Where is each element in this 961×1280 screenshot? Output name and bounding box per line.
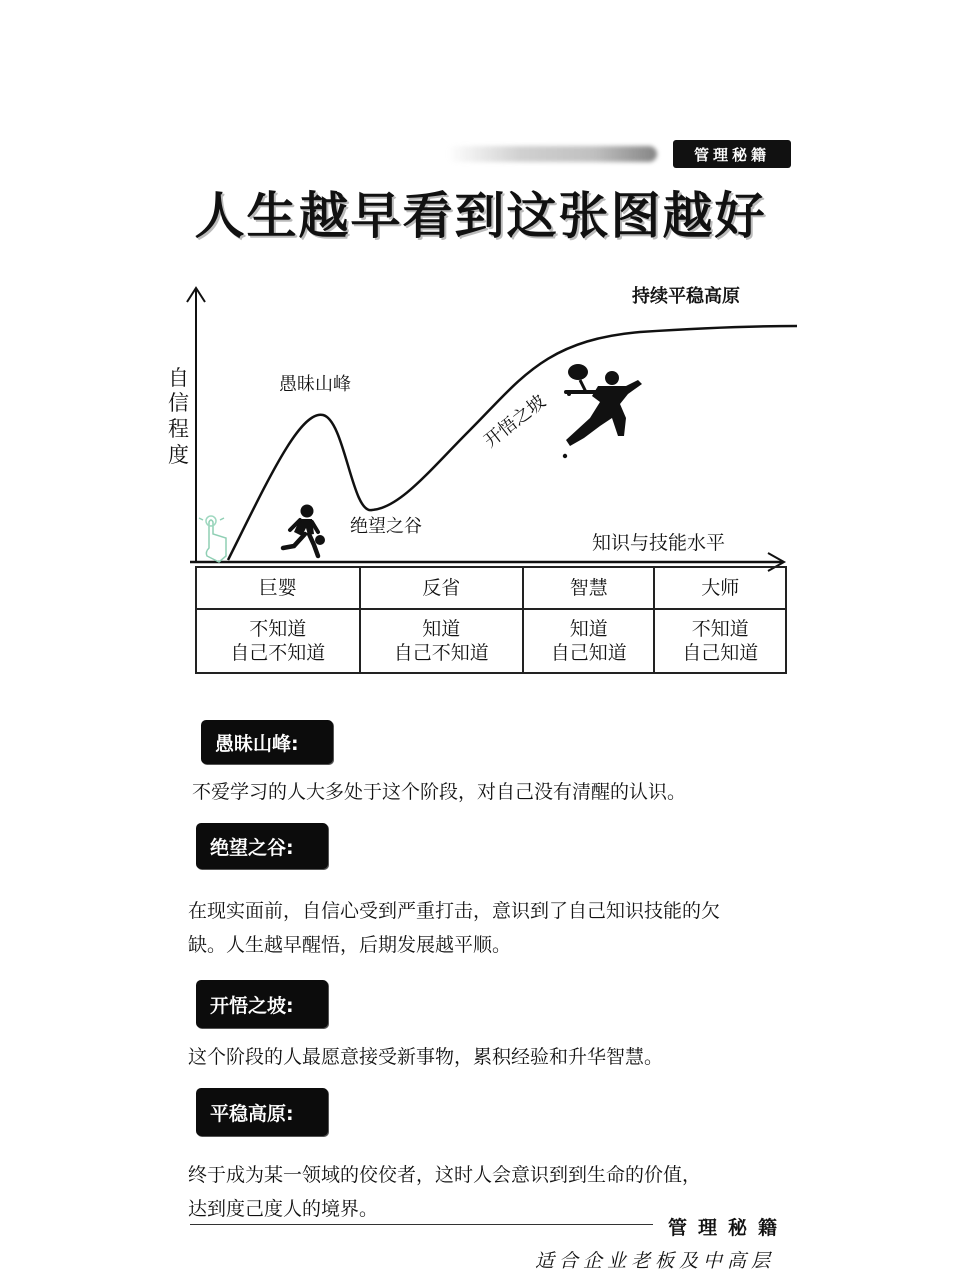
stage-name: 反省: [360, 567, 524, 609]
stage-description: [196, 609, 360, 673]
y-axis-label-char: 度: [168, 443, 189, 467]
footer-brand: 管理秘籍: [668, 1217, 789, 1239]
section-tag-slope: 开悟之坡:: [196, 980, 328, 1028]
y-axis-label-char: 信: [168, 391, 189, 415]
stage-line: 不知道: [249, 618, 307, 640]
section-tag-plateau: 平稳高原:: [196, 1088, 328, 1136]
stage-line: 自己知道: [550, 642, 627, 664]
stage-name: 大师: [654, 567, 786, 609]
stage-description: [360, 609, 524, 673]
section-text-valley: [188, 894, 908, 962]
label-slope: 开悟之坡: [480, 391, 550, 452]
stage-description-row: [196, 609, 786, 673]
stage-line: 自己不知道: [230, 642, 326, 664]
footer-subtitle: 适合企业老板及中高层: [535, 1250, 776, 1272]
y-axis-label-char: 程: [168, 417, 189, 441]
stage-line: 知道: [422, 618, 461, 640]
section-text-line: 不爱学习的人大多处于这个阶段，对自己没有清醒的认识。: [192, 781, 687, 803]
page-title: 人生越早看到这张图越好: [194, 187, 767, 245]
label-plateau: 持续平稳高原: [632, 286, 740, 307]
section-text-line: 达到度己度人的境界。: [188, 1198, 379, 1220]
section-text-line: 缺。人生越早醒悟，后期发展越平顺。: [188, 934, 512, 956]
section-text-line: 这个阶段的人最愿意接受新事物，累积经验和升华智慧。: [188, 1046, 664, 1068]
section-text-line: 在现实面前，自信心受到严重打击，意识到了自己知识技能的欠: [188, 900, 721, 922]
stage-line: 知道: [569, 618, 608, 640]
section-text-slope: [188, 1040, 908, 1074]
label-valley: 绝望之谷: [350, 516, 422, 537]
label-peak: 愚昧山峰: [279, 374, 351, 395]
y-axis-label-char: 自: [168, 366, 189, 390]
running-person-icon: [283, 505, 325, 557]
jumping-person-icon: [563, 364, 642, 458]
section-text-line: 终于成为某一领域的佼佼者，这时人会意识到到生命的价值，: [188, 1164, 702, 1186]
stage-line: 自己不知道: [393, 642, 489, 664]
brand-badge: 管理秘籍: [673, 140, 791, 168]
stage-line: 不知道: [691, 618, 749, 640]
section-tag-peak: 愚昧山峰:: [201, 720, 333, 764]
section-tag-valley: 绝望之谷:: [196, 823, 328, 869]
hand-pointer-icon: [199, 516, 226, 562]
stage-header-row: [196, 567, 786, 609]
y-axis-label: [168, 366, 189, 467]
stage-line: 自己知道: [682, 642, 759, 664]
stage-name: 巨婴: [196, 567, 360, 609]
stage-description: [523, 609, 654, 673]
stage-description: [654, 609, 786, 673]
section-text-peak: [192, 775, 912, 809]
x-axis-label: 知识与技能水平: [592, 532, 726, 554]
section-text-plateau: [188, 1158, 908, 1226]
stage-name: 智慧: [523, 567, 654, 609]
footer-divider: [190, 1224, 653, 1225]
stage-table: [195, 566, 787, 674]
watermark: [447, 146, 657, 162]
